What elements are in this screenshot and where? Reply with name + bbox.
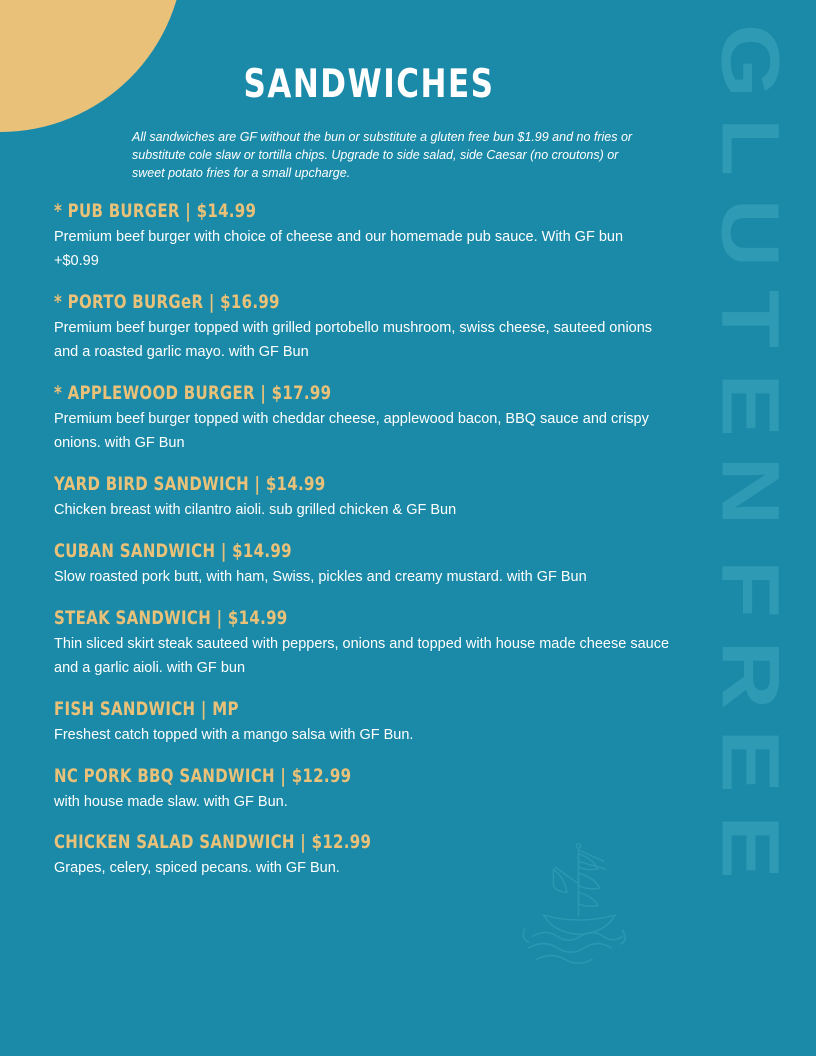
menu-item	[54, 540, 684, 590]
menu-item	[54, 382, 684, 456]
watermark-letter: N	[704, 456, 798, 526]
menu-item-description: Premium beef burger with choice of cheese and our homemade pub sauce. With GF bun +$0.99	[54, 229, 624, 270]
menu-item-name: * APPLEWOOD BURGER | $17.99	[54, 382, 332, 405]
menu-item-description: Grapes, celery, spiced pecans. with GF Bun.	[54, 860, 340, 877]
menu-item	[54, 200, 684, 274]
menu-item-description: Chicken breast with cilantro aioli. sub grilled chicken & GF Bun	[54, 501, 457, 518]
menu-item	[54, 607, 684, 681]
watermark-letter: E	[704, 815, 798, 879]
watermark-gluten-free	[696, 18, 806, 898]
watermark-letter: E	[704, 729, 798, 793]
gf-note: All sandwiches are GF without the bun or substitute a gluten free bun $1.99 and no fries or substitute cole slaw or tortilla chips. Upgrade to side salad, side Caesar (no croutons) or sweet potato fries for a small upcharge.	[132, 130, 633, 181]
menu-item	[54, 291, 684, 365]
menu-item-description: Slow roasted pork butt, with ham, Swiss, pickles and creamy mustard. with GF Bun	[54, 568, 587, 585]
menu-content	[54, 0, 684, 898]
menu-item-description: Freshest catch topped with a mango salsa with GF Bun.	[54, 726, 414, 743]
watermark-letter: E	[704, 373, 798, 437]
menu-item-description: Thin sliced skirt steak sauteed with peppers, onions and topped with house made cheese sauce and a garlic aioli. with GF bun	[54, 635, 670, 676]
menu-item	[54, 698, 684, 748]
watermark-letter: G	[704, 23, 798, 99]
menu-item-name: STEAK SANDWICH | $14.99	[54, 606, 288, 629]
watermark-letter: F	[704, 559, 798, 619]
page-title: SANDWICHES	[243, 62, 495, 107]
menu-item	[54, 765, 684, 815]
menu-item-name: * PORTO BURGeR | $16.99	[54, 291, 280, 314]
menu-item-description: Premium beef burger topped with cheddar cheese, applewood bacon, BBQ sauce and crispy onions. with GF Bun	[54, 411, 649, 451]
sailing-ship-illustration	[515, 840, 640, 975]
menu-item-name: CHICKEN SALAD SANDWICH | $12.99	[54, 831, 372, 854]
menu-item-name: CUBAN SANDWICH | $14.99	[54, 539, 292, 562]
watermark-letter: T	[704, 289, 798, 349]
menu-item-name: FISH SANDWICH | MP	[54, 697, 239, 720]
menu-item-description: Premium beef burger topped with grilled portobello mushroom, swiss cheese, sauteed onions and a roasted garlic mayo. with GF Bun	[54, 320, 653, 361]
menu-item	[54, 473, 684, 523]
watermark-letter: L	[704, 117, 798, 177]
watermark-letter: U	[704, 198, 798, 268]
menu-item-name: NC PORK BBQ SANDWICH | $12.99	[54, 764, 352, 787]
menu-item-description: with house made slaw. with GF Bun.	[54, 793, 288, 810]
watermark-letter: R	[704, 640, 798, 710]
menu-item-name: YARD BIRD SANDWICH | $14.99	[54, 472, 326, 495]
menu-item-list	[54, 200, 684, 881]
menu-item-name: * PUB BURGER | $14.99	[54, 200, 257, 223]
